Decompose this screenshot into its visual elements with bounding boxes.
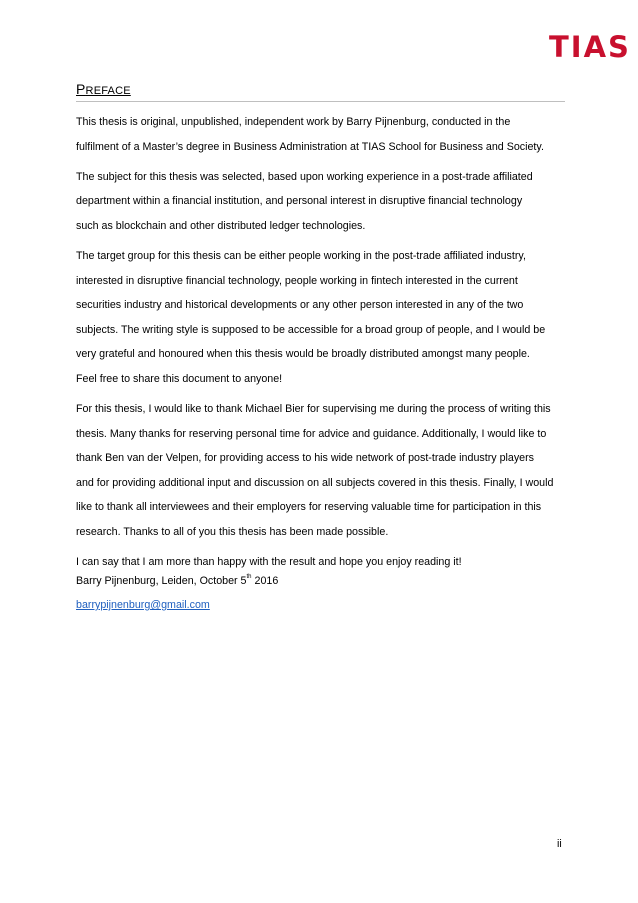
paragraph-line: For this thesis, I would like to thank Michael Bier for supervising me during the process of writing this bbox=[76, 403, 551, 416]
signature-year: 2016 bbox=[251, 575, 279, 587]
paragraph-line: like to thank all interviewees and their employers for reserving valuable time for participation in this bbox=[76, 501, 542, 514]
preface-paragraph bbox=[76, 165, 568, 239]
paragraph-line: subjects. The writing style is supposed to be accessible for a broad group of people, and I would be bbox=[76, 323, 546, 336]
paragraph-line: The target group for this thesis can be either people working in the post-trade affiliated industry, bbox=[76, 249, 526, 262]
preface-paragraph bbox=[76, 110, 568, 159]
paragraph-line: thesis. Many thanks for reserving personal time for advice and guidance. Additionally, I would like to bbox=[76, 427, 547, 440]
preface-paragraph bbox=[76, 244, 568, 392]
signature-line bbox=[76, 569, 278, 593]
paragraph-line: securities industry and historical developments or any other person interested in any of the two bbox=[76, 299, 524, 312]
paragraph-line: The subject for this thesis was selected, based upon working experience in a post-trade affiliated bbox=[76, 170, 533, 183]
paragraph-line: This thesis is original, unpublished, independent work by Barry Pijnenburg, conducted in the bbox=[76, 116, 511, 128]
paragraph-line: thank Ben van der Velpen, for providing access to his wide network of post-trade industry players bbox=[76, 452, 535, 465]
preface-body bbox=[76, 110, 568, 580]
signature-text: Barry Pijnenburg, Leiden, October 5 bbox=[76, 575, 247, 587]
email-link[interactable]: barrypijnenburg@gmail.com bbox=[76, 599, 210, 611]
paragraph-line: department within a financial institution, and personal interest in disruptive financial technology bbox=[76, 195, 523, 208]
title-divider bbox=[76, 101, 565, 102]
preface-paragraph bbox=[76, 397, 568, 545]
title-initial: P bbox=[76, 81, 86, 97]
title-rest: REFACE bbox=[85, 85, 131, 97]
paragraph-line: interested in disruptive financial technology, people working in fintech interested in the current bbox=[76, 274, 518, 287]
page-title bbox=[76, 81, 131, 97]
paragraph-line: research. Thanks to all of you this thesis has been made possible. bbox=[76, 526, 389, 538]
paragraph-line: I can say that I am more than happy with the result and hope you enjoy reading it! bbox=[76, 556, 462, 569]
paragraph-line: fulfilment of a Master’s degree in Business Administration at TIAS School for Business and Society. bbox=[76, 140, 544, 153]
tias-logo: TIAS bbox=[549, 31, 631, 63]
page-number: ii bbox=[557, 838, 562, 850]
paragraph-line: and for providing additional input and discussion on all subjects covered in this thesis. Finally, I would bbox=[76, 476, 554, 489]
paragraph-line: such as blockchain and other distributed ledger technologies. bbox=[76, 219, 366, 232]
paragraph-line: very grateful and honoured when this thesis would be broadly distributed amongst many people. bbox=[76, 348, 530, 361]
paragraph-line: Feel free to share this document to anyone! bbox=[76, 372, 283, 385]
date-superscript: th bbox=[246, 574, 252, 580]
